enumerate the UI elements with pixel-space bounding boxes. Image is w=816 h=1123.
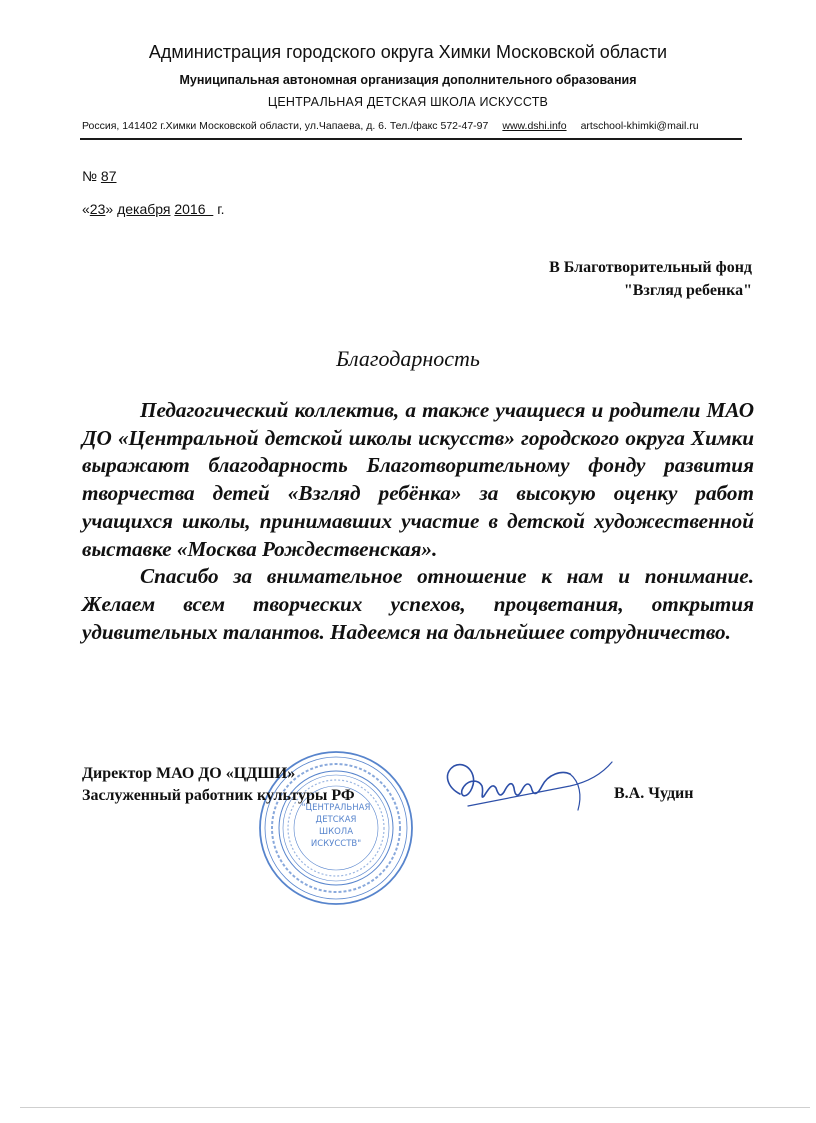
handwritten-signature [420,752,620,822]
body-paragraph-2: Спасибо за внимательное отношение к нам и понимание. Желаем всем творческих успехов, процветания, открытия удивительных талантов. Надеемся на дальнейшее сотрудничество. [82,564,754,644]
document-date [82,201,224,217]
letterhead-website-link[interactable]: www.dshi.info [502,120,567,132]
document-number-value: 87 [100,168,117,184]
addressee-line-2: "Взгляд ребенка" [623,282,752,299]
date-day: 23 [89,201,106,217]
addressee-line-1: В Благотворительный фонд [549,259,752,276]
letterhead-school-name: ЦЕНТРАЛЬНАЯ ДЕТСКАЯ ШКОЛА ИСКУССТВ [267,95,549,109]
document-number-prefix: № [82,168,98,184]
signatory-name: В.А. Чудин [614,785,694,802]
letterhead-organization: Муниципальная автономная организация дополнительного образования [179,73,637,87]
addressee-block [549,256,752,302]
document-title: Благодарность [336,346,480,371]
letterhead-administration: Администрация городского округа Химки Московской области [148,42,668,62]
signatory-position-line-1: Директор МАО ДО «ЦДШИ» [82,765,296,782]
scan-edge-line [20,1107,810,1108]
letterhead-divider [80,138,742,140]
date-suffix: г. [217,201,225,217]
stamp-text-line-2: ДЕТСКАЯ [315,815,357,825]
signatory-position-line-2: Заслуженный работник культуры РФ [82,787,355,804]
document-number [82,168,117,184]
letter-body [82,397,754,646]
date-close-quote: » [105,201,114,217]
stamp-text-line-1: "ЦЕНТРАЛЬНАЯ [301,803,371,813]
stamp-text-line-3: ШКОЛА [318,827,354,837]
letterhead-email[interactable]: artschool-khimki@mail.ru [580,120,699,132]
date-open-quote: « [82,201,90,217]
stamp-text-line-4: ИСКУССТВ" [310,839,362,849]
letterhead-contacts [82,120,742,132]
letterhead-address: Россия, 141402 г.Химки Московской области, ул.Чапаева, д. 6. Тел./факс 572-47-97 [82,120,489,132]
signatory-position [82,763,355,807]
date-year: 2016 [174,201,206,217]
body-paragraph-1: Педагогический коллектив, а также учащиеся и родители МАО ДО «Центральной детской школы искусств» городского округа Химки выражают благодарность Благотворительному фонду развития творчества детей «Взгляд ребёнка» за высокую оценку работ учащихся школы, принимавших участие в детской художественной выставке «Москва Рождественская». [82,398,754,561]
date-month: декабря [117,201,171,217]
